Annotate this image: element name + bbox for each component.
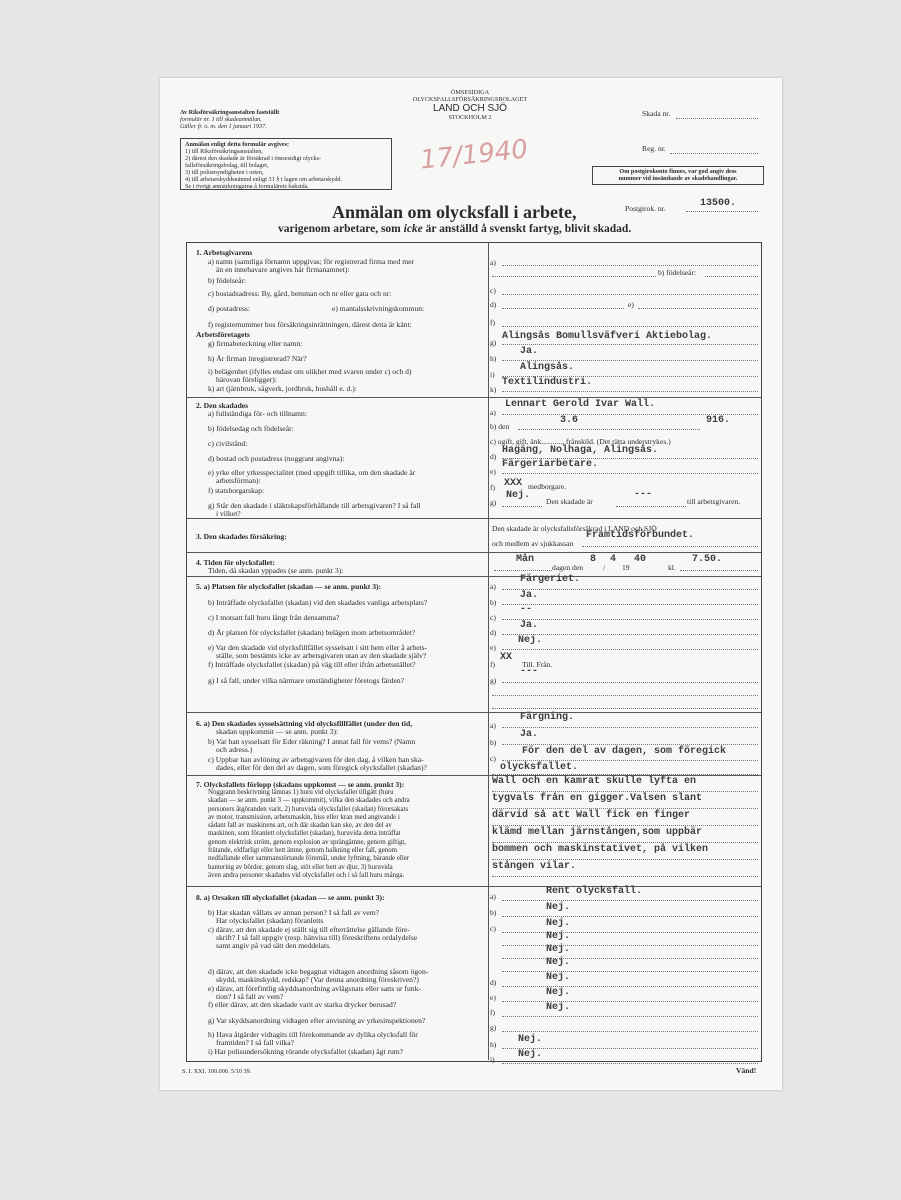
header-left-line3: Gäller fr. o. m. den 1 januari 1937.	[180, 123, 267, 130]
s2-ans-e-letter: e)	[490, 467, 496, 476]
s5-ans-f-letter: f)	[490, 660, 496, 669]
s1-title: 1. Arbetsgivarens	[196, 248, 253, 257]
s8-answer-letter: a)	[490, 892, 496, 901]
s2-f: f) statsborgarskap:	[208, 486, 265, 495]
s6-ans-c-letter: c)	[490, 754, 496, 763]
footer-turn-over: Vänd!	[736, 1066, 757, 1075]
s8-c2: skrift? I så fall uppgiv (resp. hänvisa till) föreskriftens ordalydelse	[216, 933, 418, 942]
s1-ans-e-letter: e)	[628, 300, 634, 309]
s8-answer-row	[490, 1017, 760, 1031]
s6-a: 6. a) Den skadades sysselsättning vid olycksfillfället (under den tid,	[196, 719, 413, 728]
instructions-text	[185, 141, 342, 190]
s5-answer-f-strike: XX	[500, 652, 513, 663]
s5-e: e) Var den skadade vid olycksfillfället sysselsatt i sitt hem eller å arbets-	[208, 643, 428, 652]
s1-a: a) namn (samtliga förnamn uppgivas; för registrerad firma med mer	[208, 257, 415, 266]
s8-answer-row	[490, 957, 760, 971]
s7-answer-line: bommen och maskinstativet, på vilken	[492, 843, 758, 860]
s1-sub: Arbetsföretagets	[196, 330, 250, 339]
s4-answer-year: 40	[634, 554, 647, 565]
s8-answer-row	[490, 918, 760, 932]
s8-answer-row	[490, 987, 760, 1001]
s1-field-e[interactable]	[638, 308, 758, 309]
s2-answer-g-mid: Den skadade är	[546, 497, 593, 506]
s8-c: c) därav, att den skadade ej ställt sig till efterrättelse gällande före-	[208, 925, 410, 934]
section-divider-2	[186, 397, 761, 398]
instruction-line: 3) till polismyndigheten i orten,	[185, 169, 264, 176]
s1-ans-g-letter: g)	[490, 338, 497, 347]
instruction-line: 4) till arbetarskyddsnämnd enligt 31 § i lagen om arbetarskydd.	[185, 176, 343, 183]
s8-answer-letter: g)	[490, 1023, 497, 1032]
s8-answer-text: Nej.	[546, 1002, 571, 1013]
company-line2: OLYCKSFALLSFÖRSÄKRINGSBOLAGET	[412, 96, 528, 103]
s2-field-g2[interactable]	[616, 506, 686, 507]
s2-field-e[interactable]	[502, 473, 758, 474]
s6-b: b) Var han sysselsatt för Eder räkning? I annat fall för vems? (Namn	[208, 737, 416, 746]
s8-answer-text: Nej.	[546, 987, 571, 998]
handwritten-date: 17/1940	[418, 134, 530, 176]
s5-answer-a: Färgeriet.	[520, 574, 581, 585]
s5-ans-c-letter: c)	[490, 613, 496, 622]
s4-answer-date-m: 4	[610, 554, 617, 565]
s1-field-a2[interactable]	[492, 276, 656, 277]
s2-answer-g-dash: ---	[634, 489, 653, 500]
s5-b: b) Inträffade olycksfallet (skadan) vid den skadades vanliga arbetsplats?	[208, 598, 428, 607]
s4-kl-label: kl.	[668, 563, 676, 572]
s8-b2: Har olycksfallet (skadan) föranletts	[216, 916, 324, 925]
header-left-line2: formulär nr. 1 till skadeanmälan.	[180, 116, 262, 123]
s6-c2: dades, eller för den del av dagen, som föregick olycksfallet (skadan)?	[216, 763, 427, 772]
s2-field-g[interactable]	[502, 506, 542, 507]
s2-c: c) civilstånd:	[208, 439, 248, 448]
s7-description-line: maskinen, som föranlett olycksfallet (skadan), huruvida detta inträffat	[208, 830, 401, 838]
footer-print-code: S. I. XXI. 100.000. 5/10 39.	[182, 1068, 252, 1075]
s1-d: d) postadress:	[208, 304, 250, 313]
s1-h: h) Är firman inregistrerad? När?	[208, 354, 307, 363]
s1-k: k) art (järnbruk, sågverk, jordbruk, hushåll e. d.):	[208, 384, 357, 393]
s6-c: c) Uppbar han avlöning av arbetsgivaren för den dag, å vilken han ska-	[208, 755, 424, 764]
s2-d: d) bostad och postadress (noggrant angivna):	[208, 454, 345, 463]
s8-h2: framtiden? I så fall vilka?	[216, 1038, 295, 1047]
s8-answer-text: Nej.	[546, 972, 571, 983]
postgiro-box	[592, 166, 764, 185]
s1-field-g[interactable]	[502, 344, 758, 345]
company-block	[390, 89, 550, 121]
s7-description-line: hantering av bördor, genom slag, stöt eller bett av djur, 3) huruvida	[208, 863, 393, 871]
s8-answer-text: Nej.	[546, 957, 571, 968]
company-city: STOCKHOLM 2	[448, 114, 492, 121]
s8-answer-text: Nej.	[546, 931, 571, 942]
s6-a2: skadan uppkommit — se anm. punkt 3):	[216, 727, 339, 736]
s3-field[interactable]	[582, 546, 758, 547]
s5-ans-b-letter: b)	[490, 598, 497, 607]
postgirok-field[interactable]	[686, 211, 758, 212]
s4-answer-time: 7.50.	[692, 554, 723, 565]
header-left-line1: Av Riksförsäkringsanstalten fastställt	[180, 109, 280, 116]
s2-e2: arbetsförman):	[216, 476, 261, 485]
s8-answer-row	[490, 1002, 760, 1016]
s5-answer-b: Ja.	[520, 590, 539, 601]
s7-description-line: Noggrann beskrivning lämnas 1) huru vid olycksfallet tillgått (huru	[208, 789, 394, 796]
s4-field-day[interactable]	[494, 570, 552, 571]
s8-answer-text: Nej.	[518, 1049, 543, 1060]
s5-answer-f: Till. Från.	[522, 660, 553, 669]
s1-ans-f-letter: f)	[490, 318, 496, 327]
s6-answer-a: Färgning.	[520, 712, 575, 723]
s3-line1: Den skadade är olycksfallsförsäkrad i LAND och SJÖ	[492, 524, 657, 533]
s8-answer-letter: c)	[490, 924, 496, 933]
s1-field-d[interactable]	[502, 308, 624, 309]
s5-answer-g: ---	[520, 666, 539, 677]
s6-ans-b-letter: b)	[490, 738, 497, 747]
s7-description-line: av motor, transmission, arbetsmaskin, hiss eller kran med angivande i	[208, 813, 400, 821]
s2-answer-d: Hagäng, Nolhaga, Alingsås.	[502, 445, 659, 456]
s6-answer-c1: För den del av dagen, som föregick	[522, 746, 727, 757]
s4-field-time[interactable]	[680, 570, 758, 571]
s2-g2: i vilket?	[216, 509, 241, 518]
s7-answer-line: Wall och en kamrat skulle lyfta en	[492, 775, 758, 792]
s8-i: i) Har polisundersökning rörande olycksfallet (skadan) ägt rum?	[208, 1047, 404, 1056]
form-title: Anmälan om olycksfall i arbete,	[332, 202, 577, 222]
s1-ans-k-letter: k)	[490, 385, 497, 394]
s2-answer-a: Lennart Gerold Ivar Wall.	[505, 399, 656, 410]
s1-answer-i: Alingsås.	[520, 362, 575, 373]
s2-e: e) yrke eller yrkesspecialitet (med uppgift tillika, om den skadade är	[208, 468, 416, 477]
reg-nr-field[interactable]	[670, 153, 758, 154]
postgiro-line2: nummer vid insändande av skadehandlingar.	[618, 175, 738, 182]
s1-i2: härovan föreligger):	[216, 375, 277, 384]
s2-b: b) födelsedag och födelseår:	[208, 424, 294, 433]
s4-dagen-label: dagen den	[552, 563, 583, 572]
s1-answer-h: Ja.	[520, 346, 539, 357]
s6-answer-c2: olycksfallet.	[500, 762, 579, 773]
s1-c: c) bostadsadress: By, gård, hemman och nr eller gata och nr:	[208, 289, 392, 298]
s1-field-b[interactable]	[705, 276, 758, 277]
s2-ans-f-letter: f)	[490, 483, 496, 492]
s2-ans-b-label: b) den	[490, 422, 510, 431]
s7-description-line: sådant fall av maskinens art, och där skadan kan ske, av den del av	[208, 822, 392, 830]
s2-g: g) Står den skadade i släktskapsförhållande till arbetsgivaren? I så fall	[208, 501, 421, 510]
s6-field-b[interactable]	[502, 744, 758, 745]
s6-answer-b: Ja.	[520, 729, 539, 740]
s1-ans-c-letter: c)	[490, 286, 496, 295]
s7-description-line: frätande, eldfarligt eller hett ämne, genom halkning eller fall, genom	[208, 847, 398, 855]
s4-answer-date-d: 8	[590, 554, 597, 565]
s7-description-line: personers åtgöranden varit, 2) huruvida olycksfallet (skadan) förorsakats	[208, 805, 409, 813]
s1-field-h[interactable]	[502, 360, 758, 361]
s8-answer-field[interactable]	[502, 916, 758, 917]
s8-answer-row	[490, 1049, 760, 1063]
s1-ans-a-letter: a)	[490, 258, 496, 267]
s2-answer-f: medborgare.	[528, 482, 567, 491]
s5-answer-c: --	[520, 604, 533, 615]
s8-answer-letter: d)	[490, 978, 497, 987]
s7-answer-line: tygvals från en gigger.Valsen slant	[492, 792, 758, 809]
s5-e2: ställe, som bestämts icke av arbetsgivaren utan av den skadade själv?	[216, 651, 427, 660]
s7-title: 7. Olycksfallets förlopp (skadans uppkomst — se anm. punkt 3):	[196, 780, 405, 789]
s1-field-a[interactable]	[502, 265, 758, 266]
s1-field-c[interactable]	[502, 294, 758, 295]
s5-answer-e: Nej.	[518, 635, 543, 646]
s8-answer-text: Nej.	[546, 918, 571, 929]
s3-title: 3. Den skadades försäkring:	[196, 532, 287, 541]
s2-ans-a-letter: a)	[490, 408, 496, 417]
s6-ans-a-letter: a)	[490, 721, 496, 730]
s1-b: b) födelseår:	[208, 276, 247, 285]
s8-answer-text: Nej.	[546, 902, 571, 913]
subtitle-pre: varigenom arbetare, som	[278, 223, 404, 235]
s8-answer-row	[490, 1034, 760, 1048]
postgirok-label: Postgirok. nr.	[625, 204, 666, 213]
s5-field-b[interactable]	[502, 604, 758, 605]
s8-answer-letter: h)	[490, 1040, 497, 1049]
s5-field-g[interactable]	[502, 682, 758, 683]
s1-ans-fodelsear-label: b) födelseår:	[658, 268, 697, 277]
s5-field-g3[interactable]	[492, 708, 758, 709]
s1-i: i) belägenhet (ifylles endast om olikhet med svaren under c) och d)	[208, 367, 412, 376]
s8-a: 8. a) Orsaken till olycksfallet (skadan — se anm. punkt 3):	[196, 893, 385, 902]
s8-e: e) därav, att förefintlig skyddsanordning avlägsnats eller satts ur funk-	[208, 984, 421, 993]
s2-answer-e: Färgeriarbetare.	[502, 459, 599, 470]
skada-nr-label: Skada nr.	[642, 109, 671, 118]
s5-field-e[interactable]	[502, 649, 758, 650]
postgirok-value: 13500.	[700, 198, 737, 209]
s1-g: g) firmabeteckning eller namn:	[208, 339, 303, 348]
subtitle-post: är anställd å svenskt fartyg, blivit skadad.	[422, 223, 632, 235]
subtitle-em: icke	[403, 223, 423, 235]
instruction-line: fallsförsäkringsbolag, till bolaget,	[185, 162, 269, 169]
s8-answer-row	[490, 972, 760, 986]
s2-ans-g-letter: g)	[490, 498, 497, 507]
s2-answer-g-typed: Nej.	[506, 490, 531, 501]
s8-answer-text: Nej.	[546, 944, 571, 955]
instruction-line: Anmälan enligt detta formulär avgives:	[185, 141, 290, 148]
reg-nr-label: Reg. nr.	[642, 144, 666, 153]
s6-field-c[interactable]	[502, 760, 758, 761]
s5-field-c[interactable]	[502, 619, 758, 620]
company-line1: ÖMSESIDIGA	[450, 89, 490, 96]
s2-answer-b-year: 916.	[706, 415, 731, 426]
skada-nr-field[interactable]	[676, 118, 758, 119]
s8-c3: samt angiv på vad sätt den meddelats.	[216, 941, 331, 950]
s2-answer-f-typed: XXX	[504, 478, 523, 489]
form-paper	[160, 78, 782, 1090]
s8-answer-field[interactable]	[502, 900, 758, 901]
s8-answer-row	[490, 944, 760, 958]
s8-f: f) eller därav, att den skadade varit av starka drycker berusad?	[208, 1000, 397, 1009]
s1-answer-k: Textilindustri.	[502, 377, 593, 388]
s2-answer-g-end: till arbetsgivaren.	[687, 497, 741, 506]
s7-answer	[492, 775, 758, 877]
s7-description-line: nedfallande eller sammanstörtande föremål, under lyftning, bärande eller	[208, 855, 410, 863]
s1-field-k[interactable]	[502, 391, 758, 392]
s7-answer-line: stången vilar.	[492, 860, 758, 877]
header-left	[180, 109, 279, 130]
s5-field-a[interactable]	[502, 589, 758, 590]
s1-ans-i-letter: i)	[490, 370, 495, 379]
s2-answer-b-day: 3.6	[560, 415, 579, 426]
s6-field-a[interactable]	[502, 727, 758, 728]
s5-field-g2[interactable]	[492, 695, 758, 696]
s1-ans-d-letter: d)	[490, 300, 497, 309]
s8-answer-text: Nej.	[518, 1034, 543, 1045]
s6-b2: och adress.)	[216, 745, 253, 754]
s7-answer-line: klämd mellan järnstången,som uppbär	[492, 826, 758, 843]
s3-line2: och medlem av sjukkassan	[492, 539, 574, 548]
s8-g: g) Var skyddsanordning vidtagen efter anvisning av yrkesinspektionen?	[208, 1016, 426, 1025]
section-divider-5	[186, 576, 761, 577]
s3-answer: Framtidsförbundet.	[586, 530, 695, 541]
s2-title: 2. Den skadades	[196, 401, 249, 410]
instructions-box	[180, 138, 392, 190]
instruction-line: Se i övrigt anmärkningarna å formulärets baksida.	[185, 183, 309, 190]
s5-a: 5. a) Platsen för olycksfallet (skadan — se anm. punkt 3):	[196, 582, 382, 591]
s8-answer-field[interactable]	[502, 1031, 758, 1032]
column-divider	[488, 242, 489, 1060]
s7-description-line: skadan — se anm. punkt 3 — uppkommit), vilka den skadades och andra	[208, 797, 410, 805]
s4-answer-day: Mån	[516, 554, 535, 565]
s8-answer-row	[490, 902, 760, 916]
s8-h: h) Hava åtgärder vidtagits till förekommande av dylika olycksfall för	[208, 1030, 418, 1039]
s2-field-b[interactable]	[518, 429, 700, 430]
section-divider-4	[186, 552, 761, 553]
s1-ans-h-letter: h)	[490, 354, 497, 363]
s5-c: c) I motsatt fall huru långt från densamma?	[208, 613, 340, 622]
form-subtitle	[278, 223, 631, 235]
section-divider-6	[186, 712, 761, 713]
s8-e2: tion? I så fall av vem?	[216, 992, 284, 1001]
instruction-line: 2) därest den skadade är försäkrad i ömsesidigt olycks-	[185, 155, 322, 162]
s8-answer-letter: f)	[490, 1008, 496, 1017]
s5-d: d) Är platsen för olycksfallet (skadan) belägen inom arbetsområdet?	[208, 628, 416, 637]
s5-ans-g-letter: g)	[490, 676, 497, 685]
s4-title: 4. Tiden för olycksfallet:	[196, 558, 275, 567]
s8-answer-text: Rent olycksfall.	[546, 886, 643, 897]
postgiro-line1: Om postgirokonto finnes, var god angiv dess	[619, 168, 737, 175]
s5-ans-d-letter: d)	[490, 628, 497, 637]
s8-answer-field[interactable]	[502, 1063, 758, 1064]
section-divider-3	[186, 518, 761, 519]
s1-f: f) registernummer hos försäkringsinrättningen, därest detta är känt:	[208, 320, 412, 329]
s8-answer-letter: b)	[490, 908, 497, 917]
s4-sub: Tiden, då skadan yppades (se anm. punkt 3):	[208, 566, 344, 575]
s7-description-line: även andra personer skadades vid olycksfallet och i så fall huru många.	[208, 871, 405, 879]
s7-description-line: genom elektrisk ström, genom explosion av sprängämne, genom giftigt,	[208, 838, 407, 846]
s8-d2: skydd, maskinskydd, redskap? (Var denna anordning föreskriven?)	[216, 975, 419, 984]
s2-answer-c: c) ogift, gift, änk..........., frånskild. (Det rätta understrykes.)	[490, 437, 671, 446]
s5-g: g) I så fall, under vilka närmare omständigheter företogs färden?	[208, 676, 405, 685]
s1-field-f[interactable]	[502, 326, 758, 327]
s1-answer-g: Alingsås Bomullsväfveri Aktiebolag.	[502, 331, 713, 342]
s8-d: d) därav, att den skadade icke begagnat vidtagen anordning såsom ögon-	[208, 967, 429, 976]
s8-answer-row	[490, 886, 760, 900]
s8-answer-letter: i)	[490, 1055, 495, 1064]
s8-b: b) Har skadan vållats av annan person? I så fall av vem?	[208, 908, 380, 917]
s4-slash: /	[603, 563, 606, 572]
s1-a2: än en innehavare angives här firmanamnet):	[216, 265, 350, 274]
s5-ans-a-letter: a)	[490, 582, 496, 591]
s7-description	[208, 789, 410, 880]
s2-a: a) fullständiga för- och tillnamn:	[208, 409, 307, 418]
s8-answer-row	[490, 931, 760, 945]
s5-answer-d: Ja.	[520, 620, 539, 631]
s1-e: e) mantalsskrivningskommun:	[332, 304, 425, 313]
instruction-line: 1) till Riksförsäkringsanstalten,	[185, 148, 263, 155]
s4-prefix19: 19	[622, 563, 630, 572]
company-name: LAND OCH SJÖ	[433, 103, 507, 114]
s7-answer-line: därvid så att Wall fick en finger	[492, 809, 758, 826]
s8-answer-letter: e)	[490, 993, 496, 1002]
s5-f: f) Inträffade olycksfallet (skadan) på väg till eller ifrån arbetsstället?	[208, 660, 416, 669]
s5-ans-e-letter: e)	[490, 643, 496, 652]
s2-ans-d-letter: d)	[490, 452, 497, 461]
